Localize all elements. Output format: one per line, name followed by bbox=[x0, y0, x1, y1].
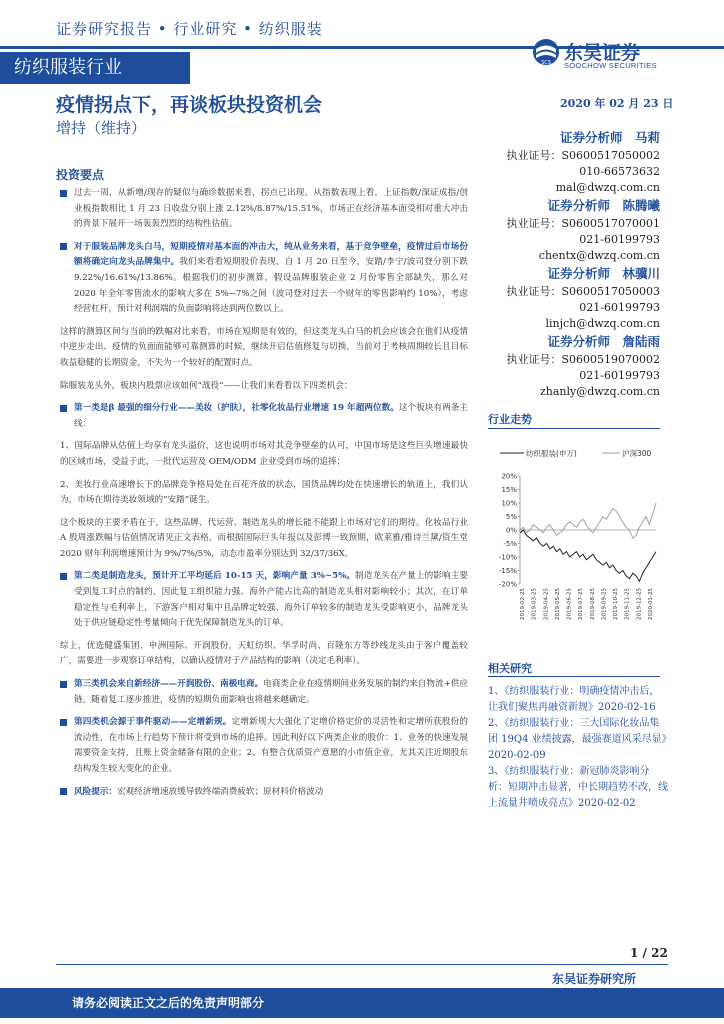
bullet-paragraph bbox=[60, 569, 468, 631]
paragraph: 除服装龙头外，板块内股票应该如何“战役”——让我们来看看以下四类机会： bbox=[60, 380, 353, 391]
paragraph-text: 宏观经济增速放缓导致终端消费疲软；原材料价格波动 bbox=[116, 786, 324, 797]
x-tick-label: 2019-02-25 bbox=[520, 588, 526, 620]
y-tick-label: 10% bbox=[501, 499, 517, 508]
x-tick-label: 2019-03-25 bbox=[531, 588, 538, 620]
x-tick-label: 2019-10-25 bbox=[613, 588, 620, 620]
related-list bbox=[488, 684, 668, 812]
analyst-email[interactable]: chentx@dwzq.com.cn bbox=[538, 249, 660, 262]
trend-chart bbox=[490, 440, 662, 640]
paragraph-text: 这个板块有两条主线： bbox=[74, 403, 468, 429]
analyst-phone: 021-60199793 bbox=[579, 233, 660, 246]
x-tick-label: 2019-05-25 bbox=[554, 588, 561, 620]
disclaimer: 请务必阅读正文之后的免责声明部分 bbox=[72, 996, 265, 1010]
paragraph-text: 制造龙头在产量上的影响主要受到复工时点的制约，因此复工组织能力强、海外产能占比高的制造龙头相对影响较小；其次，在订单稳定性与毛利率上，下游客户相对集中且品牌定较强、海外订单较多的制造龙头受影响更小，品牌龙头处于供应链稳定性考量倾向于优先保障制造龙头的订单。 bbox=[74, 571, 468, 629]
paragraph-text: 过去一周，从新增/现存的疑似与确诊数据来看，拐点已出现。从指数表现上看，上证指数/深证成指/创业板指数相比 1 月 23 日收盘分别上涨 2.12%/8.87%/15.51%，市场正在经济基本面受相对重大冲击的背景下展开一场轰轰烈烈的结构性估值。 bbox=[74, 188, 468, 230]
analyst-block bbox=[498, 264, 660, 332]
x-tick-label: 2019-09-25 bbox=[601, 588, 608, 620]
x-tick-label: 2019-11-25 bbox=[624, 588, 631, 620]
logo-mark-text: SCS bbox=[541, 60, 551, 66]
paragraph-bold: 第三类机会来自新经济——开润股份、南极电商。 bbox=[74, 679, 264, 690]
analyst-name: 证券分析师 林骥川 bbox=[547, 266, 660, 281]
paragraph-text: 定增新规大大强化了定增价格定价的灵活性和定增所获股份的流动性，在市场上行趋势下预计将受到市场的追捧。因此利好以下两类企业的股价：1、业务的快速发展需要资金支持，且账上资金储备有限的企业；2、有整合优质资产意愿的小市值企业，尤其关注近期股东结构发生较大变化的企业。 bbox=[74, 717, 468, 774]
analyst-phone: 021-60199793 bbox=[579, 301, 660, 314]
related-title: 相关研究 bbox=[488, 662, 532, 675]
y-tick-label: -10% bbox=[498, 553, 517, 562]
institute-name: 东吴证券研究所 bbox=[552, 972, 637, 986]
y-tick-label: -15% bbox=[498, 567, 517, 575]
y-tick-label: 15% bbox=[501, 486, 517, 494]
paragraph-bold: 第一类是β 最强的细分行业——美妆（护肤），社零化妆品行业增速 19 年超两位数。 bbox=[74, 403, 399, 414]
analyst-license: 执业证号：S0600517050003 bbox=[506, 285, 660, 298]
analyst-email[interactable]: mal@dwzq.com.cn bbox=[555, 181, 660, 194]
related-item[interactable]: 1、《纺织服装行业：明确疫情冲击后，让我们聚焦再融资新规》2020-02-16 bbox=[488, 686, 660, 713]
chart-axes bbox=[499, 473, 656, 620]
bullet-paragraph bbox=[60, 785, 468, 801]
y-tick-label: 20% bbox=[501, 472, 517, 481]
paragraph-bold: 第二类是制造龙头，预计开工平均延后 10-15 天，影响产量 3%~5%。 bbox=[74, 571, 356, 582]
paragraph: 这样的测算区间与当前的跌幅对比来看，市场在短期是有效的，但这类龙头白马的机会应该会在他们从疫情中逆步走出、疫情的负面面能够可靠测算的时候，继续开启估值修复与切换，当前对于考核周期较长且目标收益稳健的长期资金，不失为一个较好的配置时点。 bbox=[60, 326, 468, 368]
footer-divider bbox=[56, 964, 668, 965]
analyst-license: 执业证号：S0600517050002 bbox=[506, 149, 660, 162]
logo-cn: 东吴证券 bbox=[564, 42, 641, 64]
analyst-phone: 021-60199793 bbox=[579, 369, 660, 382]
section-title: 投资要点 bbox=[56, 168, 105, 182]
report-title: 疫情拐点下，再谈板块投资机会 bbox=[56, 94, 323, 116]
report-date: 2020 年 02 月 23 日 bbox=[560, 97, 674, 110]
analyst-email[interactable]: linjch@dwzq.com.cn bbox=[545, 317, 660, 330]
x-tick-label: 2019-12-25 bbox=[636, 588, 643, 620]
legend-label-index: 沪深300 bbox=[622, 449, 652, 458]
series-line-index bbox=[520, 503, 656, 538]
paragraph: 这个板块的主要矛盾在于，这些品牌、代运营、制造龙头的增长能不能跟上市场对它们的期待。化妆品行业 A 股周涨跌幅与估值情况请见正文表格，而根据国际巨头年报以及彭博一致预期，欧莱雅/雅诗兰黛/资生堂 2020 财年利润增速预计为 9%/7%/5%，动态市盈率分别达到 32/37/36X。 bbox=[60, 517, 468, 559]
analyst-license: 执业证号：S0600517070001 bbox=[506, 217, 660, 230]
bullet-paragraph bbox=[60, 401, 468, 432]
legend-label-industry: 纺织服装(申万) bbox=[526, 449, 577, 458]
company-logo bbox=[532, 38, 702, 72]
x-tick-label: 2019-08-25 bbox=[589, 588, 596, 620]
trend-divider bbox=[488, 428, 660, 429]
y-tick-label: -5% bbox=[503, 540, 517, 548]
bullet-paragraph bbox=[60, 677, 468, 708]
bullet-paragraph bbox=[60, 715, 468, 777]
trend-title: 行业走势 bbox=[488, 413, 532, 426]
y-tick-label: 5% bbox=[505, 513, 517, 521]
analyst-email[interactable]: zhanly@dwzq.com.cn bbox=[539, 385, 660, 398]
related-item[interactable]: 3、《纺织服装行业：新冠肺炎影响分析：短期冲击显著，中长期趋势不改，线上流量井喷成亮点》2020-02-02 bbox=[488, 766, 668, 809]
analyst-name: 证券分析师 马莉 bbox=[559, 130, 660, 145]
analyst-license: 执业证号：S0600519070002 bbox=[506, 353, 660, 366]
analyst-block bbox=[498, 128, 660, 196]
analyst-list bbox=[498, 128, 660, 400]
page-number: 1 / 22 bbox=[630, 946, 668, 960]
x-tick-label: 2019-07-25 bbox=[578, 588, 585, 620]
paragraph-bold: 对于服装品牌龙头白马，短期疫情对基本面的冲击大，纯从业务来看，基于竞争壁垒，疫情过后市场份额将确定向龙头品牌集中。 bbox=[74, 241, 468, 268]
logo-mark-icon bbox=[532, 38, 560, 66]
x-tick-label: 2019-04-25 bbox=[543, 588, 550, 620]
paragraph: 综上，优选健盛集团、申洲国际、开润股份，天虹纺织、华孚时尚、百隆东方等纱线龙头由于客户覆盖较广，需要进一步观察订单结构，以确认疫情对于产品结构的影响（决定毛利率）。 bbox=[60, 640, 468, 667]
analyst-block bbox=[498, 332, 660, 400]
y-tick-label: 0% bbox=[505, 526, 517, 535]
main-content bbox=[60, 186, 468, 807]
analyst-block bbox=[498, 196, 660, 264]
related-item[interactable]: 2、《纺织服装行业：三大国际化妆品集团 19Q4 业绩披露，最强赛道风采尽显》2020-02-09 bbox=[488, 718, 667, 761]
paragraph-text: 电商类企业在疫情期间业务发展的制约来自物流+供应链，随着复工逐步推进，疫情的短期负面影响也将越来越确定。 bbox=[74, 679, 468, 705]
logo-en: SOOCHOW SECURITIES bbox=[564, 61, 657, 70]
chart-legend bbox=[500, 448, 652, 458]
bullet-paragraph bbox=[60, 240, 468, 318]
x-tick-label: 2020-01-25 bbox=[648, 588, 654, 620]
y-tick-label: -20% bbox=[498, 580, 517, 589]
sector-banner: 纺织服装行业 bbox=[0, 52, 190, 84]
series-line-industry bbox=[520, 530, 656, 581]
paragraph-bold: 风险提示： bbox=[74, 786, 117, 797]
analyst-name: 证券分析师 詹陆雨 bbox=[547, 334, 660, 349]
paragraph-text: 我们来看看短期股价表现，自 1 月 20 日至今，安踏/李宁/波司登分别下跌 9.22%/16.61%/13.86%。根据我们的初步测算，假设品牌服装企业 2 月份零售全部缺失，那么对 2020 年全年零售流水的影响大多在 5%~7%之间（波司登对过去一个财年的零售影响约 10%），考虑经营杠杆，预计对利润端的负面影响将达到两位数以上。 bbox=[74, 257, 468, 315]
report-category: 证券研究报告 • 行业研究 • 纺织服装 bbox=[56, 20, 323, 38]
chart-series bbox=[520, 503, 656, 581]
analyst-phone: 010-66573632 bbox=[579, 165, 660, 178]
paragraph: 1、国际品牌从估值上均享有龙头溢价，这也说明市场对其竞争壁垒的认可，中国市场是这些巨头增速最快的区域市场，受益于此，一批代运营及 OEM/ODM 企业受到市场的追捧； bbox=[60, 441, 468, 467]
paragraph: 2、美妆行业高速增长下的品牌竞争格局处在百花齐放的状态，国货品牌均处在快速增长的轨道上，我们认为，市场在期待美妆领域的“安踏”诞生。 bbox=[60, 479, 468, 506]
bullet-paragraph bbox=[60, 186, 468, 233]
paragraph-bold: 第四类机会源于事件驱动——定增新规。 bbox=[74, 717, 232, 728]
analyst-name: 证券分析师 陈腾曦 bbox=[547, 198, 660, 213]
report-rating: 增持（维持） bbox=[56, 119, 147, 137]
related-divider bbox=[488, 676, 660, 677]
x-tick-label: 2019-06-25 bbox=[566, 588, 573, 620]
